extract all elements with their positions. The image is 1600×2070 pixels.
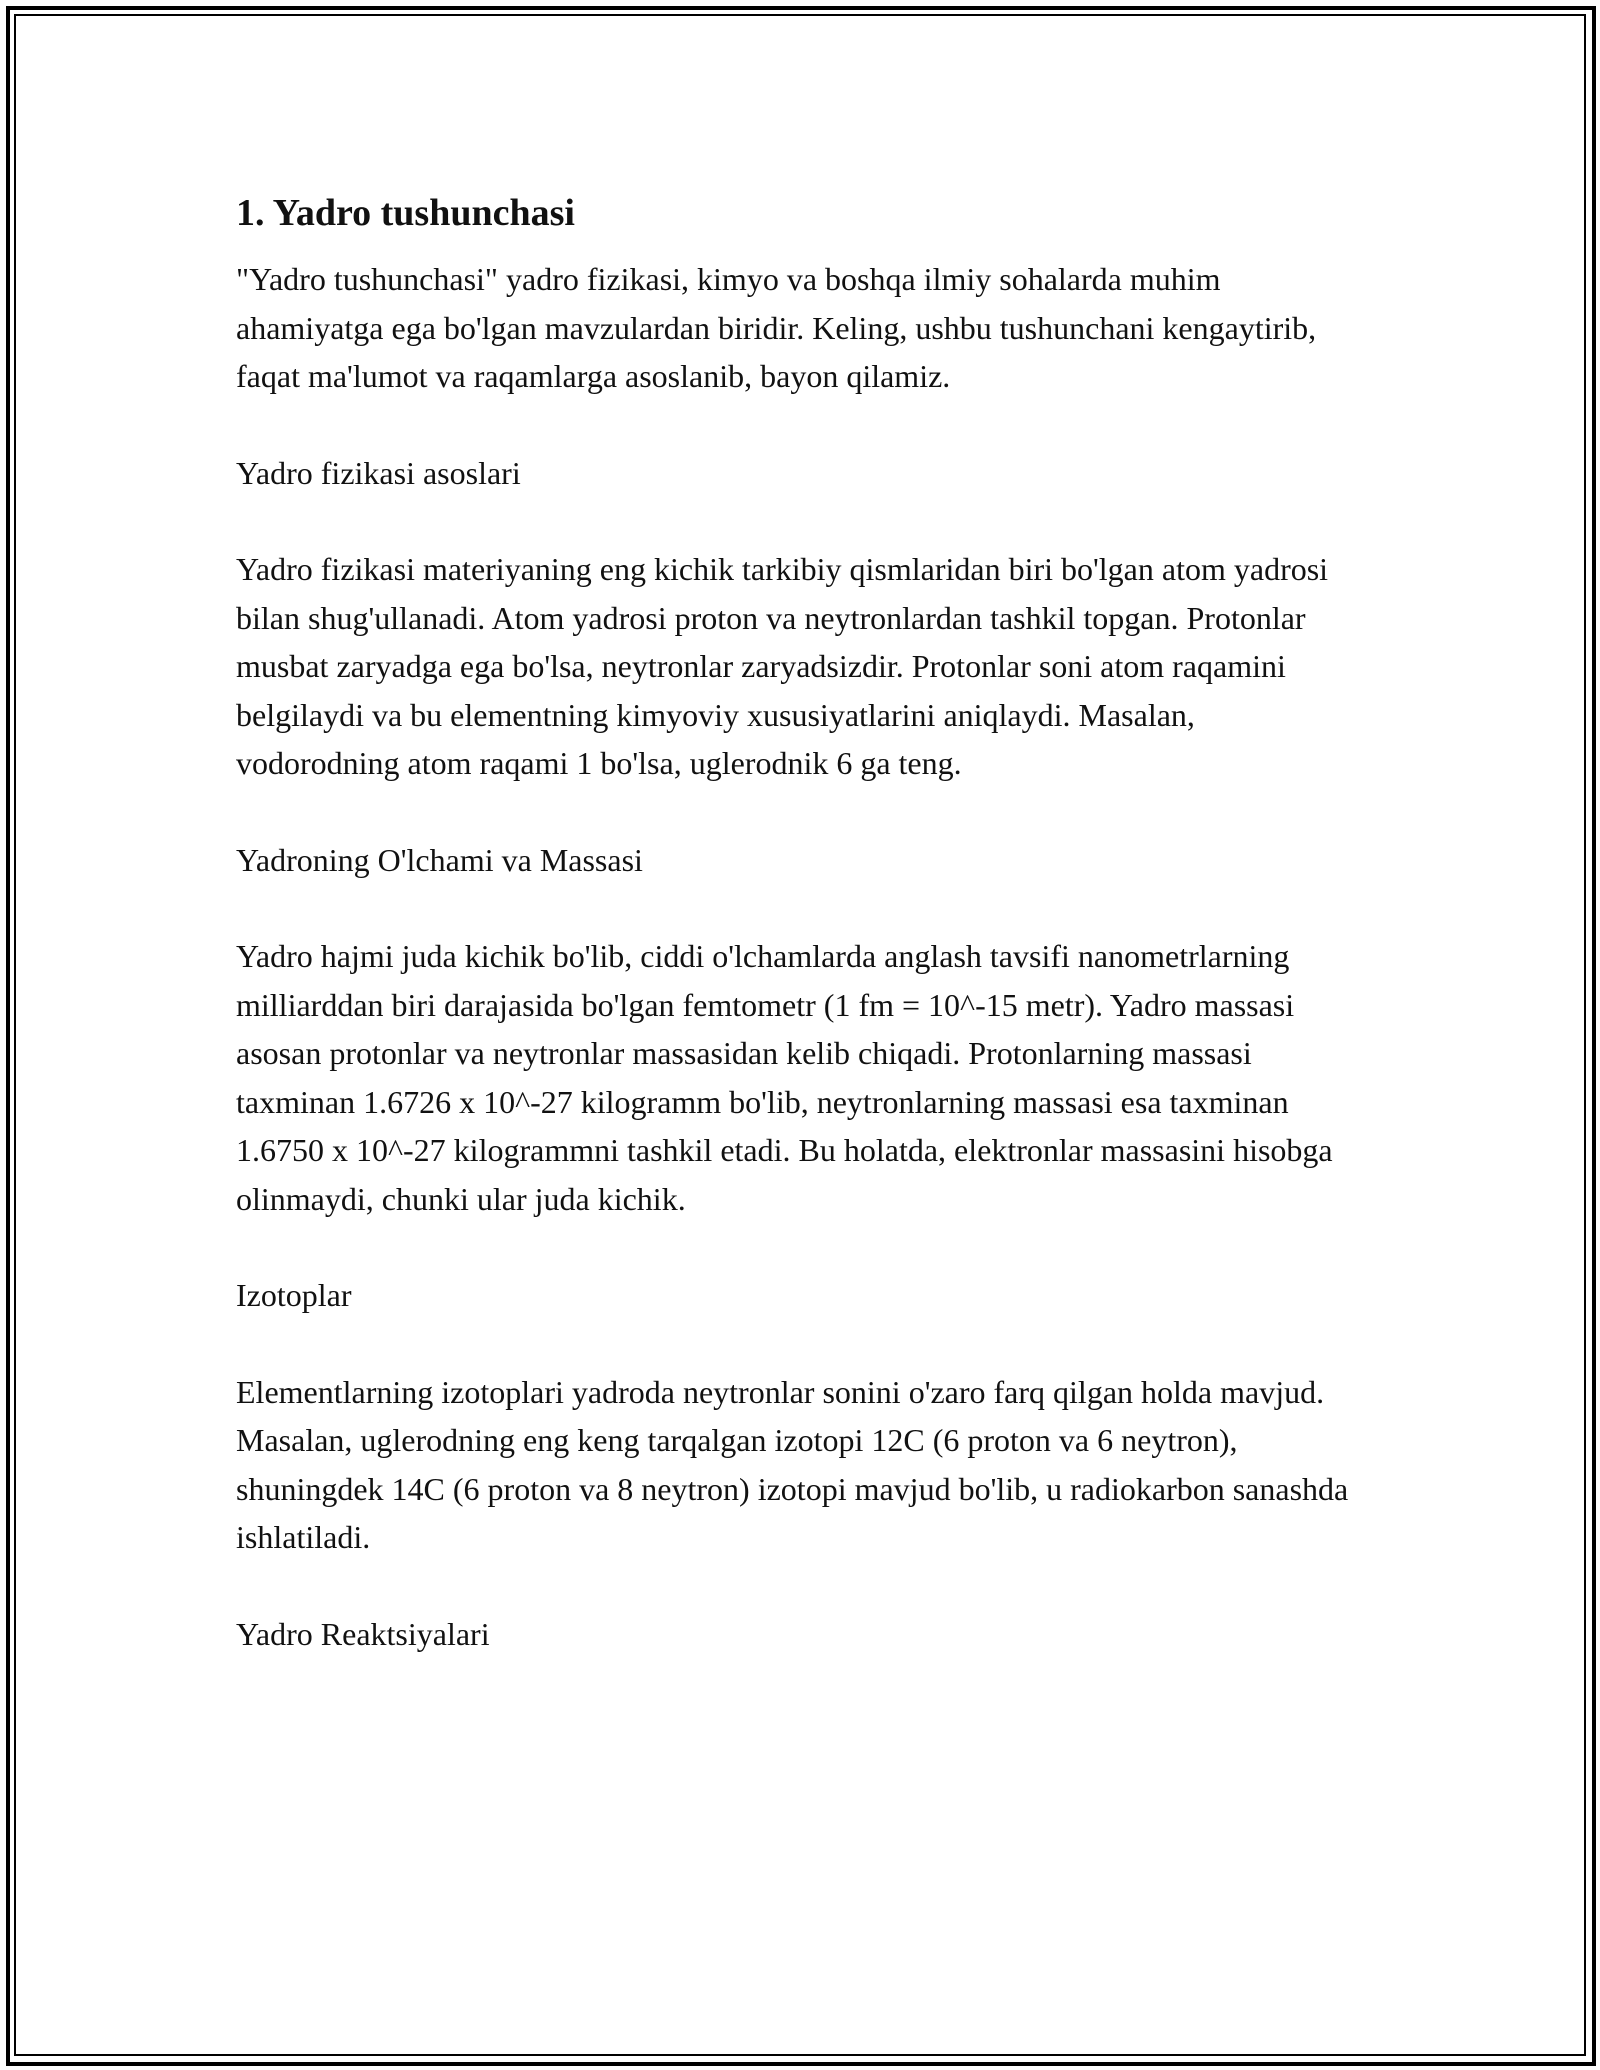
document-body xyxy=(236,185,1366,1658)
section-heading-nuclear-physics-basics: Yadro fizikasi asoslari xyxy=(236,454,521,491)
section-heading-isotopes: Izotoplar xyxy=(236,1277,352,1313)
nuclear-physics-paragraph: Yadro fizikasi materiyaning eng kichik tarkibiy qismlaridan biri bo'lgan atom yadrosi bilan shug'ullanadi. Atom yadrosi proton va neytronlardan tashkil topgan. Protonlar musbat zaryadga ega bo'lsa, neytronlar zaryadsizdir. Protonlar soni atom raqamini belgilaydi va bu elementning kimyoviy xususiyatlarini aniqlaydi. Masalan, vodorodning atom raqami 1 bo'lsa, uglerodnik 6 ga teng. xyxy=(236,551,1329,781)
section-heading-nuclear-reactions: Yadro Reaktsiyalari xyxy=(236,1615,490,1652)
size-and-mass-paragraph: Yadro hajmi juda kichik bo'lib, ciddi o'lchamlarda anglash tavsifi nanometrlarning milliarddan biri darajasida bo'lgan femtometr (1 fm = 10^-15 metr). Yadro massasi asosan protonlar va neytronlar massasidan kelib chiqadi. Protonlarning massasi taxminan 1.6726 x 10^-27 kilogramm bo'lib, neytronlarning massasi esa taxminan 1.6750 x 10^-27 kilogrammni tashkil etadi. Bu holatda, elektronlar massasini hisobga olinmaydi, chunki ular juda kichik. xyxy=(236,938,1333,1217)
intro-paragraph: "Yadro tushunchasi" yadro fizikasi, kimyo va boshqa ilmiy sohalarda muhim ahamiyatga ega bo'lgan mavzulardan biridir. Keling, ushbu tushunchani kengaytirib, faqat ma'lumot va raqamlarga asoslanib, bayon qilamiz. xyxy=(236,261,1317,394)
section-heading-size-and-mass: Yadroning O'lchami va Massasi xyxy=(236,841,643,878)
document-title: 1. Yadro tushunchasi xyxy=(236,192,575,234)
isotopes-paragraph: Elementlarning izotoplari yadroda neytronlar sonini o'zaro farq qilgan holda mavjud. Masalan, uglerodning eng keng tarqalgan izotopi 12C (6 proton va 6 neytron), shuningdek 14C (6 proton va 8 neytron) izotopi mavjud bo'lib, u radiokarbon sanashda ishlatiladi. xyxy=(236,1373,1349,1555)
